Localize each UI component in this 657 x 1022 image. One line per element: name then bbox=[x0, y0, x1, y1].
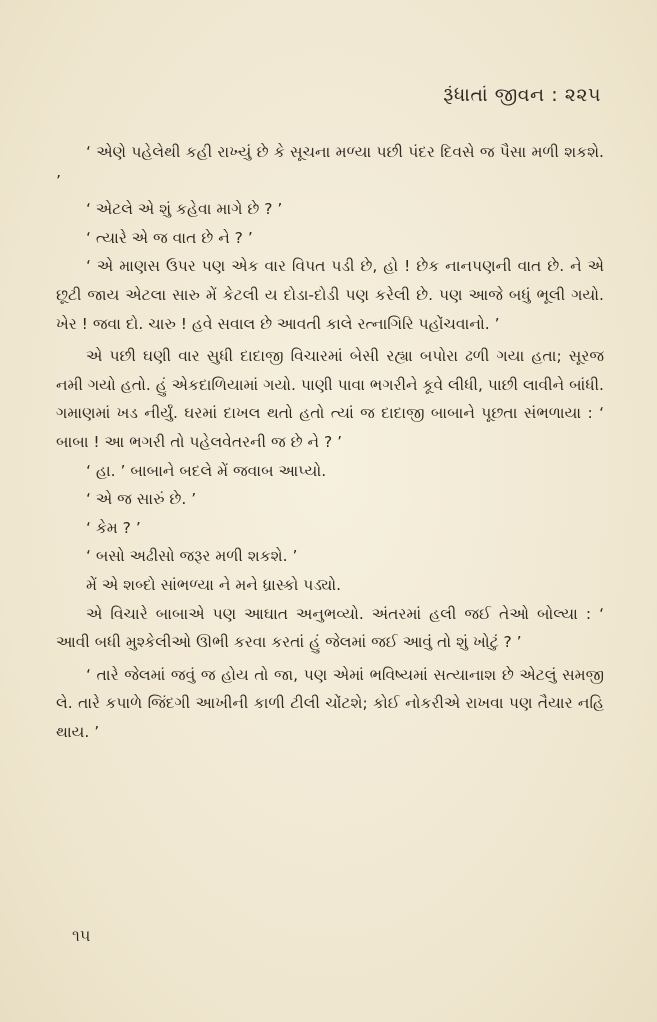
page-folio: ૧૫ bbox=[72, 926, 91, 945]
paragraph: ‘ કેમ ? ’ bbox=[86, 518, 141, 537]
paragraph: ‘ એણે પહેલેથી કહી રાખ્યું છે કે સૂચના મળ્યા પછી પંદર દિવસે જ પૈસા મળી શકશે. ’ bbox=[56, 143, 604, 190]
paragraph: ‘ તારે જેલમાં જવું જ હોય તો જા, પણ એમાં ભવિષ્યમાં સત્યાનાશ છે એટલું સમજી લે. તારે કપાળે જિંદગી આખીની કાળી ટીલી ચોંટશે; કોઈ નોકરીએ રાખવા પણ તૈયાર નહિ થાય. ’ bbox=[56, 665, 604, 741]
paragraph: ‘ ત્યારે એ જ વાત છે ને ? ’ bbox=[86, 228, 253, 247]
paragraph: ‘ એટલે એ શું કહેવા માગે છે ? ’ bbox=[86, 200, 283, 219]
paragraph: એ વિચારે બાબાએ પણ આઘાત અનુભવ્યો. અંતરમાં હલી જઈ તેઓ બોલ્યા : ‘ આવી બધી મુશ્કેલીઓ ઊભી કરવા કરતાં હું જેલમાં જઈ આવું તો શું ખોટું ? ’ bbox=[56, 604, 604, 652]
running-head: રૂંધાતાં જીવન : ૨૨૫ bbox=[443, 84, 601, 106]
body-text bbox=[56, 138, 604, 746]
paragraph: ‘ હા. ’ બાબાને બદલે મેં જવાબ આપ્યો. bbox=[86, 461, 327, 480]
paragraph: એ પછી ઘણી વાર સુધી દાદાજી વિચારમાં બેસી રહ્યા બપોરા ઢળી ગયા હતા; સૂરજ નમી ગયો હતો. હું એકદાળિયામાં ગયો. પાણી પાવા ભગરીને કૂવે લીધી, પાછી લાવીને બાંધી. ગમાણમાં ખડ નીર્યું. ઘરમાં દાખલ થતો હતો ત્યાં જ દાદાજી બાબાને પૂછતા સંભળાયા : ‘ બાબા ! આ ભગરી તો પહેલવેતરની જ છે ને ? ’ bbox=[56, 347, 604, 451]
paragraph: મેં એ શબ્દો સાંભળ્યા ને મને ધ્રાસ્કો પડ્યો. bbox=[86, 575, 342, 594]
paragraph: ‘ એ જ સારું છે. ’ bbox=[86, 490, 197, 509]
paragraph: ‘ બસો અઢીસો જરૂર મળી શકશે. ’ bbox=[86, 547, 298, 566]
paragraph: ‘ એ માણસ ઉપર પણ એક વાર વિપત પડી છે, હો ! છેક નાનપણની વાત છે. ને એ છૂટી જાય એટલા સારુ મેં કેટલી ય દોડા-દોડી પણ કરેલી છે. પણ આજે બધું ભૂલી ગયો. ખેર ! જવા દો. ચારુ ! હવે સવાલ છે આવતી કાલે રત્નાગિરિ પહોંચવાનો. ’ bbox=[56, 257, 604, 333]
